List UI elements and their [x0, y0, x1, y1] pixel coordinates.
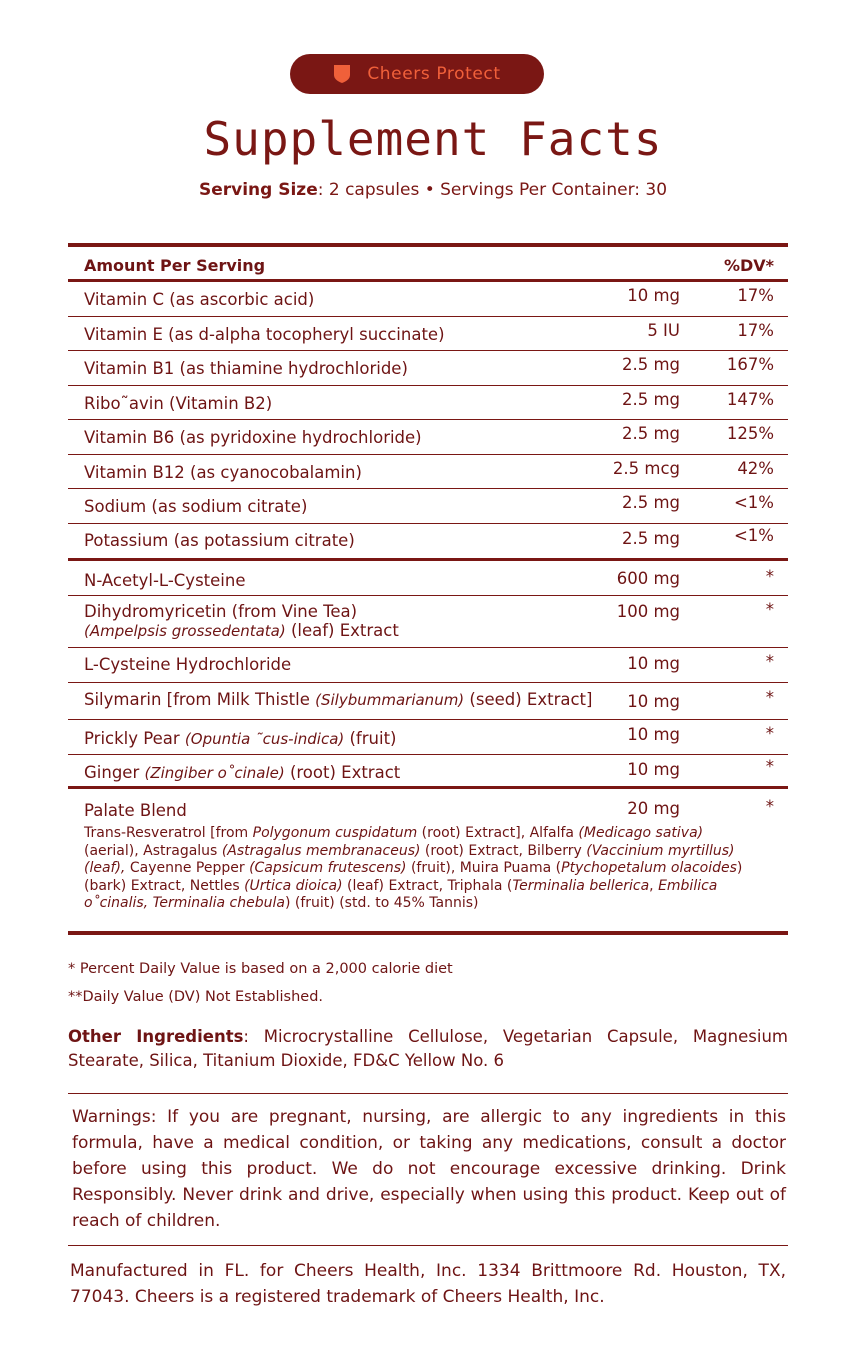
row-name: L-Cysteine Hydrochloride [84, 655, 292, 674]
blend-text: , [649, 877, 659, 894]
row-amount: 10 mg [627, 760, 680, 779]
row-name: Ribo˜avin (Vitamin B2) [84, 394, 273, 413]
blend-amount: 20 mg [627, 799, 680, 818]
warnings-text: Warnings: If you are pregnant, nursing, are allergic to any ingredients in this formula, have a medical condition, or taking any medications, consult a doctor before using this product. We do not encourage excessive drinking. Drink Responsibly. Never drink and drive, especially when using this product. Keep out of reach of children. [72, 1107, 786, 1231]
table-row [68, 489, 788, 523]
row-amount: 10 mg [627, 654, 680, 673]
table-header [68, 247, 788, 279]
manufacturer-text: Manufactured in FL. for Cheers Health, Inc. 1334 Brittmoore Rd. Houston, TX, 77043. Cheers is a registered trademark of Cheers Health, Inc. [70, 1261, 786, 1307]
blend-latin: (Vaccinium myrtillus) (leaf), [84, 842, 735, 876]
table-row [68, 420, 788, 454]
row-amount: 2.5 mcg [612, 459, 680, 478]
brand-badge [290, 54, 544, 94]
header-amount: Amount Per Serving [84, 256, 266, 275]
serving-size-value: : 2 capsules • Servings Per Container: 30 [317, 180, 668, 200]
row-amount: 10 mg [627, 692, 680, 711]
row-name-main: Prickly Pear [84, 729, 185, 748]
row-name-latin: (Silybummarianum) [315, 691, 465, 709]
row-amount: 5 IU [647, 321, 680, 340]
other-ingredients-text: : Microcrystalline Cellulose, Vegetarian Capsule, Magnesium Stearate, Silica, Titanium Dioxide, FD&C Yellow No. 6 [68, 1027, 789, 1070]
row-dv: * [765, 567, 774, 586]
table-row [68, 755, 788, 786]
row-dv: * [765, 688, 774, 707]
row-amount: 2.5 mg [621, 493, 680, 512]
blend-latin: Polygonum cuspidatum [252, 825, 418, 841]
blend-text: Trans-Resveratrol [from [84, 825, 253, 841]
badge-label: Cheers Protect [367, 64, 501, 84]
row-amount: 600 mg [616, 569, 680, 588]
row-name-latin: (Zingiber o˚cinale) [144, 764, 285, 782]
row-amount: 10 mg [627, 725, 680, 744]
divider [68, 1245, 788, 1246]
row-name-main: Ginger [84, 763, 145, 782]
table-row [68, 455, 788, 488]
table-row [68, 386, 788, 419]
row-name-latin: (Opuntia ˜cus-indica) [184, 730, 345, 748]
header-dv: %DV* [723, 256, 774, 275]
row-dv: <1% [733, 493, 774, 512]
row-name: Vitamin B12 (as cyanocobalamin) [84, 463, 362, 482]
row-amount: 10 mg [627, 286, 680, 305]
row-name-part: (leaf) Extract [285, 621, 399, 640]
row-name: Sodium (as sodium citrate) [84, 497, 308, 516]
table-row [68, 282, 788, 316]
row-dv: 17% [737, 321, 774, 340]
shield-icon [333, 64, 351, 84]
row-name: N-Acetyl-L-Cysteine [84, 571, 246, 590]
row-dv: 147% [726, 390, 774, 409]
blend-text: ) (fruit) (std. to 45% Tannis) [284, 895, 479, 911]
blend-latin: Embilica o˚cinalis, Terminalia chebula [84, 877, 718, 911]
divider [68, 1093, 788, 1094]
serving-size-label: Serving Size [198, 180, 318, 200]
row-name [84, 763, 400, 782]
table-bottom-rule [68, 931, 788, 935]
row-dv: * [765, 600, 774, 619]
row-amount: 2.5 mg [621, 424, 680, 443]
row-amount: 2.5 mg [621, 529, 680, 548]
blend-latin: Terminalia bellerica [512, 877, 650, 894]
blend-latin: (Capsicum frutescens) [249, 860, 407, 876]
table-row [68, 683, 788, 719]
row-name-part: (root) Extract [284, 763, 401, 782]
table-row [68, 351, 788, 385]
row-name-main: Dihydromyricetin (from Vine Tea) [84, 602, 358, 621]
serving-info [0, 180, 866, 200]
other-ingredients-label: Other Ingredients [68, 1027, 244, 1046]
blend-text: (root) Extract, Bilberry [420, 842, 587, 859]
footnote-dv: * Percent Daily Value is based on a 2,000 calorie diet [68, 961, 453, 977]
blend-text: (leaf) Extract, Triphala ( [342, 877, 513, 894]
row-dv: 125% [726, 424, 774, 443]
row-name: Vitamin E (as d-alpha tocopheryl succinate) [84, 325, 445, 344]
table-row [68, 317, 788, 350]
row-name: Vitamin B1 (as thiamine hydrochloride) [84, 359, 408, 378]
blend-text: ) (bark) Extract, Nettles [84, 860, 743, 894]
row-dv: * [765, 757, 774, 776]
blend-ingredients [84, 825, 762, 913]
row-name: Potassium (as potassium citrate) [84, 531, 355, 550]
blend-latin: Ptychopetalum olacoides [561, 860, 737, 876]
blend-text: Cayenne Pepper [125, 860, 250, 876]
blend-text: (aerial), Astragalus [84, 842, 222, 859]
footnote-not-established: **Daily Value (DV) Not Established. [68, 989, 324, 1005]
row-dv: * [765, 652, 774, 671]
table-row [68, 648, 788, 682]
row-dv: <1% [733, 526, 774, 545]
blend-latin: (Medicago sativa) [578, 825, 704, 841]
row-dv: 42% [737, 459, 774, 478]
row-name: Vitamin C (as ascorbic acid) [84, 290, 315, 309]
other-ingredients [68, 1025, 788, 1073]
blend-name: Palate Blend [84, 801, 187, 820]
row-name-part: (fruit) [344, 729, 397, 748]
vitamin-rows [68, 282, 788, 558]
table-row [68, 524, 788, 558]
blend-dv: * [765, 797, 774, 816]
blend-text: (root) Extract], Alfalfa [417, 825, 579, 841]
row-dv: * [765, 724, 774, 743]
blend-row [68, 789, 788, 931]
row-name [84, 690, 592, 709]
row-name: Vitamin B6 (as pyridoxine hydrochloride) [84, 428, 422, 447]
table-row [68, 596, 788, 647]
row-name-latin: (Ampelpsis grossedentata) [84, 622, 286, 640]
row-dv: 17% [737, 286, 774, 305]
row-amount: 100 mg [616, 602, 680, 621]
row-name [84, 602, 399, 640]
blend-latin: (Urtica dioica) [244, 877, 343, 894]
row-name [84, 729, 396, 748]
row-name-part: (seed) Extract] [464, 690, 593, 709]
supplement-table [68, 243, 788, 935]
table-row [68, 561, 788, 595]
blend-latin: (Astragalus membranaceus) [221, 842, 421, 859]
row-dv: 167% [726, 355, 774, 374]
row-amount: 2.5 mg [621, 355, 680, 374]
row-amount: 2.5 mg [621, 390, 680, 409]
table-row [68, 720, 788, 754]
page-title: Supplement Facts [203, 112, 663, 166]
blend-text: (fruit), Muira Puama ( [406, 860, 562, 876]
row-name-main: Silymarin [from Milk Thistle [84, 690, 316, 709]
